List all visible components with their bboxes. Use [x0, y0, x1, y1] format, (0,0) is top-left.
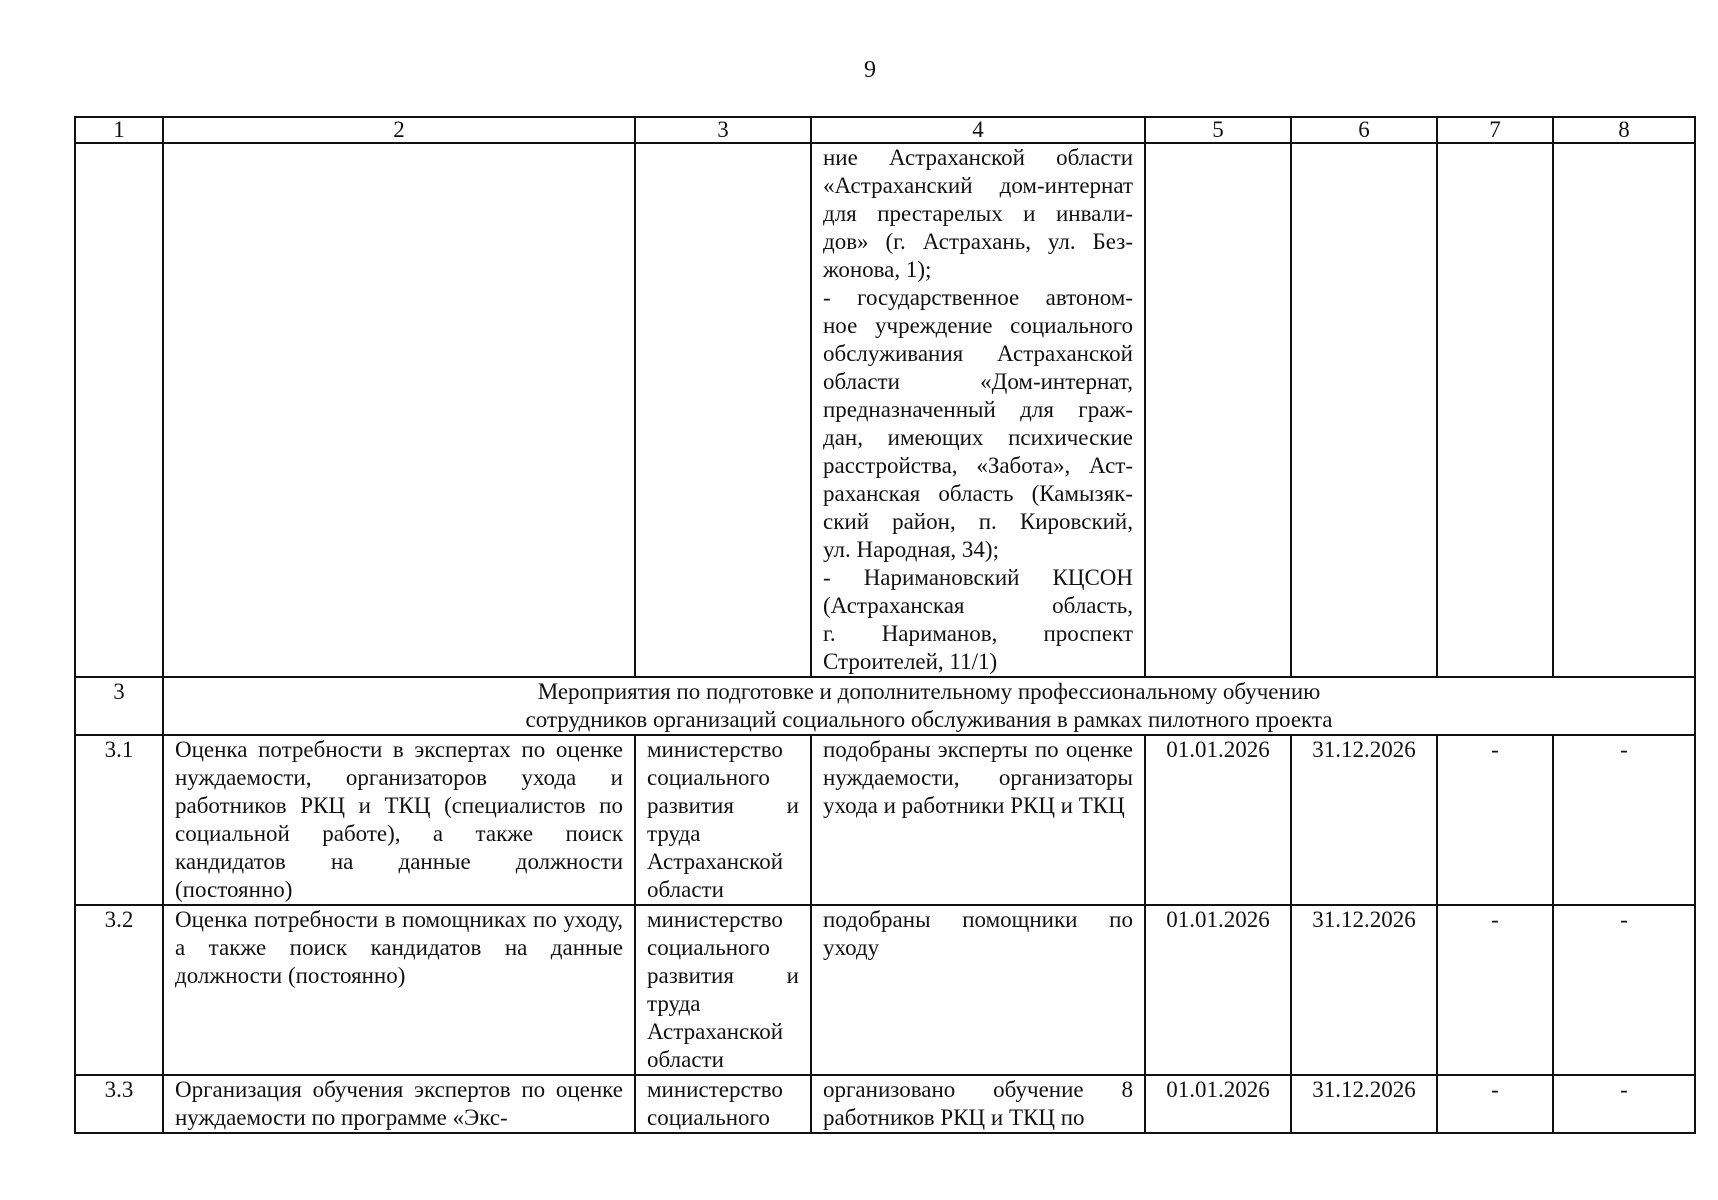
continuation-result-cell [811, 143, 1145, 677]
start-date-cell: 01.01.2026 [1145, 735, 1291, 905]
end-date-cell: 31.12.2026 [1291, 1075, 1437, 1133]
table-cell [635, 143, 811, 677]
text-line: ул. Народная, 34); [823, 537, 999, 562]
column-header: 3 [635, 117, 811, 143]
col7-cell: - [1437, 1075, 1553, 1133]
result-cell: подобраны помощники по уходу [811, 905, 1145, 1075]
end-date-cell: 31.12.2026 [1291, 735, 1437, 905]
text-line: Строителей, 11/1) [823, 649, 998, 674]
table-row [75, 735, 1695, 905]
responsible-cell: министерство социального [635, 1075, 811, 1133]
text-line: - государственное автоном- [823, 285, 1133, 310]
text-line: (Астраханская область, [823, 593, 1133, 618]
section-title [163, 677, 1695, 735]
row-number: 3.3 [75, 1075, 163, 1133]
text-line: г. Нариманов, проспект [823, 621, 1133, 646]
activity-cell: Оценка потребности в экспертах по оценке нуждаемости, организаторов ухода и работников РКЦ и ТКЦ (специалистов по социальной работе), а также поиск кандидатов на данные должности (постоянно) [163, 735, 635, 905]
text-line: жонова, 1); [823, 257, 932, 282]
result-cell: организовано обучение 8 работников РКЦ и ТКЦ по [811, 1075, 1145, 1133]
start-date-cell: 01.01.2026 [1145, 1075, 1291, 1133]
column-header: 7 [1437, 117, 1553, 143]
text-line: «Астраханский дом-интернат [823, 173, 1133, 198]
col7-cell: - [1437, 905, 1553, 1075]
column-header: 2 [163, 117, 635, 143]
start-date-cell: 01.01.2026 [1145, 905, 1291, 1075]
col8-cell: - [1553, 905, 1695, 1075]
row-number: 3.2 [75, 905, 163, 1075]
section-title-line: Мероприятия по подготовке и дополнительному профессиональному обучению [537, 679, 1321, 704]
responsible-cell: министерство социального развития и труда Астраханской области [635, 905, 811, 1075]
text-line: предназначенный для граж- [823, 397, 1133, 422]
text-line: раханская область (Камызяк- [823, 481, 1133, 506]
column-header: 8 [1553, 117, 1695, 143]
table-cell [75, 143, 163, 677]
plan-table [74, 116, 1696, 1134]
text-line: - Наримановский КЦСОН [823, 565, 1133, 590]
text-line: области «Дом-интернат, [823, 369, 1133, 394]
table-header-row [75, 117, 1695, 143]
table-cell [1437, 143, 1553, 677]
responsible-cell: министерство социального развития и труда Астраханской области [635, 735, 811, 905]
continuation-row [75, 143, 1695, 677]
table-cell [1553, 143, 1695, 677]
page-number: 9 [864, 57, 876, 83]
col7-cell: - [1437, 735, 1553, 905]
column-header: 5 [1145, 117, 1291, 143]
activity-cell: Оценка потребности в помощниках по уходу, а также поиск кандидатов на данные должности (постоянно) [163, 905, 635, 1075]
end-date-cell: 31.12.2026 [1291, 905, 1437, 1075]
text-line: ский район, п. Кировский, [823, 509, 1133, 534]
section-title-line: сотрудников организаций социального обслуживания в рамках пилотного проекта [525, 707, 1333, 732]
section-number: 3 [75, 677, 163, 735]
text-line: ние Астраханской области [823, 145, 1133, 170]
text-line: расстройства, «Забота», Аст- [823, 453, 1133, 478]
text-line: дов» (г. Астрахань, ул. Без- [823, 229, 1133, 254]
section-row [75, 677, 1695, 735]
table-row [75, 1075, 1695, 1133]
column-header: 1 [75, 117, 163, 143]
result-cell: подобраны эксперты по оценке нуждаемости, организаторы ухода и работники РКЦ и ТКЦ [811, 735, 1145, 905]
table-cell [1291, 143, 1437, 677]
table-row [75, 905, 1695, 1075]
table-cell [163, 143, 635, 677]
column-header: 6 [1291, 117, 1437, 143]
column-header: 4 [811, 117, 1145, 143]
text-line: обслуживания Астраханской [823, 341, 1133, 366]
text-line: ное учреждение социального [823, 313, 1133, 338]
table-cell [1145, 143, 1291, 677]
activity-cell: Организация обучения экспертов по оценке нуждаемости по программе «Экс- [163, 1075, 635, 1133]
text-line: для престарелых и инвали- [823, 201, 1133, 226]
text-line: дан, имеющих психические [823, 425, 1133, 450]
col8-cell: - [1553, 735, 1695, 905]
col8-cell: - [1553, 1075, 1695, 1133]
row-number: 3.1 [75, 735, 163, 905]
